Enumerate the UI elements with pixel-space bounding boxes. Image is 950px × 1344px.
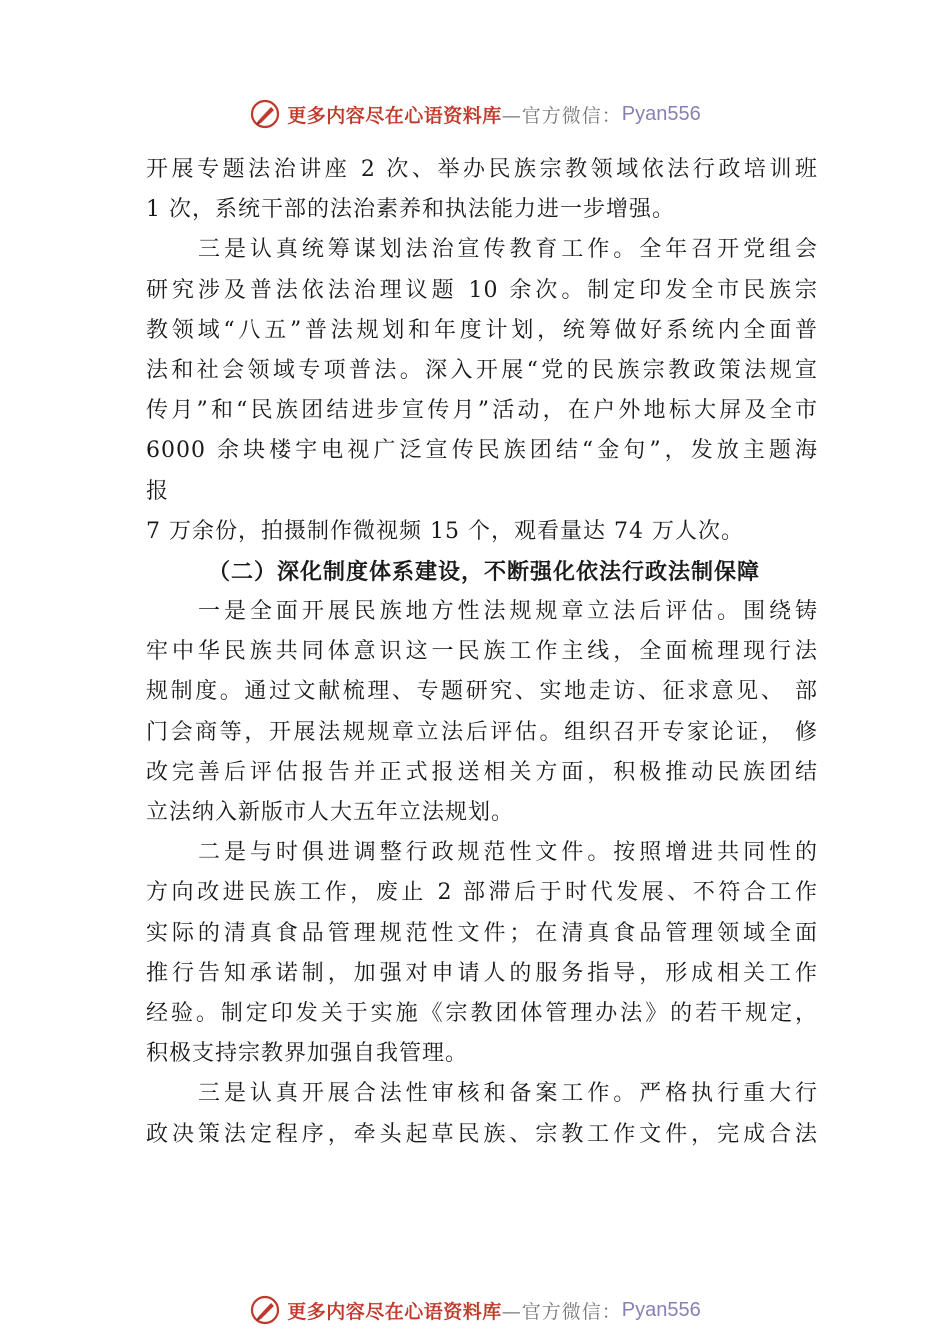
banner-sub-text: —官方微信： <box>501 1300 622 1323</box>
body-text-line: 三是认真统筹谋划法治宣传教育工作。全年召开党组会 <box>198 237 818 263</box>
banner-main-text: 更多内容尽在心语资料库 <box>287 104 502 127</box>
banner-wechat-id: Pyan556 <box>621 1298 701 1321</box>
body-text-line: 方向改进民族工作，废止 2 部滞后于时代发展、不符合工作 <box>146 880 818 906</box>
body-text-line: 改完善后评估报告并正式报送相关方面，积极推动民族团结 <box>146 759 818 785</box>
body-text-line: 牢中华民族共同体意识这一民族工作主线，全面梳理现行法 <box>146 639 818 665</box>
body-text-line: 经验。制定印发关于实施《宗教团体管理办法》的若干规定， <box>146 1000 818 1026</box>
body-text-line: 积极支持宗教界加强自我管理。 <box>146 1041 469 1067</box>
body-text-line: 报 <box>146 478 170 504</box>
body-text-line: 一是全面开展民族地方性法规规章立法后评估。围绕铸 <box>198 599 818 625</box>
body-text-line: 二是与时俱进调整行政规范性文件。按照增进共同性的 <box>198 840 818 866</box>
body-text-line: 1 次，系统干部的法治素养和执法能力进一步增强。 <box>146 197 675 223</box>
document-body <box>146 150 818 1155</box>
pen-logo-icon <box>249 98 281 130</box>
body-text-line: 门会商等，开展法规规章立法后评估。组织召开专家论证， 修 <box>146 719 818 745</box>
body-text-line: 6000 余块楼宇电视广泛宣传民族团结“金句”，发放主题海 <box>146 438 818 464</box>
body-text-line: 立法纳入新版市人大五年立法规划。 <box>146 800 515 825</box>
body-text-line: 7 万余份，拍摄制作微视频 15 个，观看量达 74 万人次。 <box>146 518 744 544</box>
body-text-line: 政决策法定程序，牵头起草民族、宗教工作文件，完成合法 <box>146 1121 818 1147</box>
pen-logo-icon <box>249 1294 281 1326</box>
banner-main-text: 更多内容尽在心语资料库 <box>287 1300 502 1323</box>
body-text-line: 开展专题法治讲座 2 次、举办民族宗教领域依法行政培训班 <box>146 157 818 182</box>
body-text-line: 实际的清真食品管理规范性文件；在清真食品管理领域全面 <box>146 920 818 946</box>
body-text-line: 推行告知承诺制，加强对申请人的服务指导，形成相关工作 <box>146 960 818 986</box>
body-text-line: 研究涉及普法依法治理议题 10 余次。制定印发全市民族宗 <box>146 277 818 303</box>
body-text-line: 法和社会领域专项普法。深入开展“党的民族宗教政策法规宣 <box>146 357 818 383</box>
banner-sub-text: —官方微信： <box>501 104 622 127</box>
header-watermark-banner <box>0 94 950 134</box>
body-text-line: 传月”和“民族团结进步宣传月”活动，在户外地标大屏及全市 <box>146 398 818 424</box>
body-text-line: 规制度。通过文献梳理、专题研究、实地走访、征求意见、 部 <box>146 679 818 705</box>
banner-wechat-id: Pyan556 <box>621 102 701 125</box>
body-text-line: 三是认真开展合法性审核和备案工作。严格执行重大行 <box>198 1081 818 1107</box>
section-heading: （二）深化制度体系建设，不断强化依法行政法制保障 <box>208 558 761 585</box>
body-text-line: 教领域“八五”普法规划和年度计划，统筹做好系统内全面普 <box>146 317 818 343</box>
footer-watermark-banner <box>0 1290 950 1330</box>
